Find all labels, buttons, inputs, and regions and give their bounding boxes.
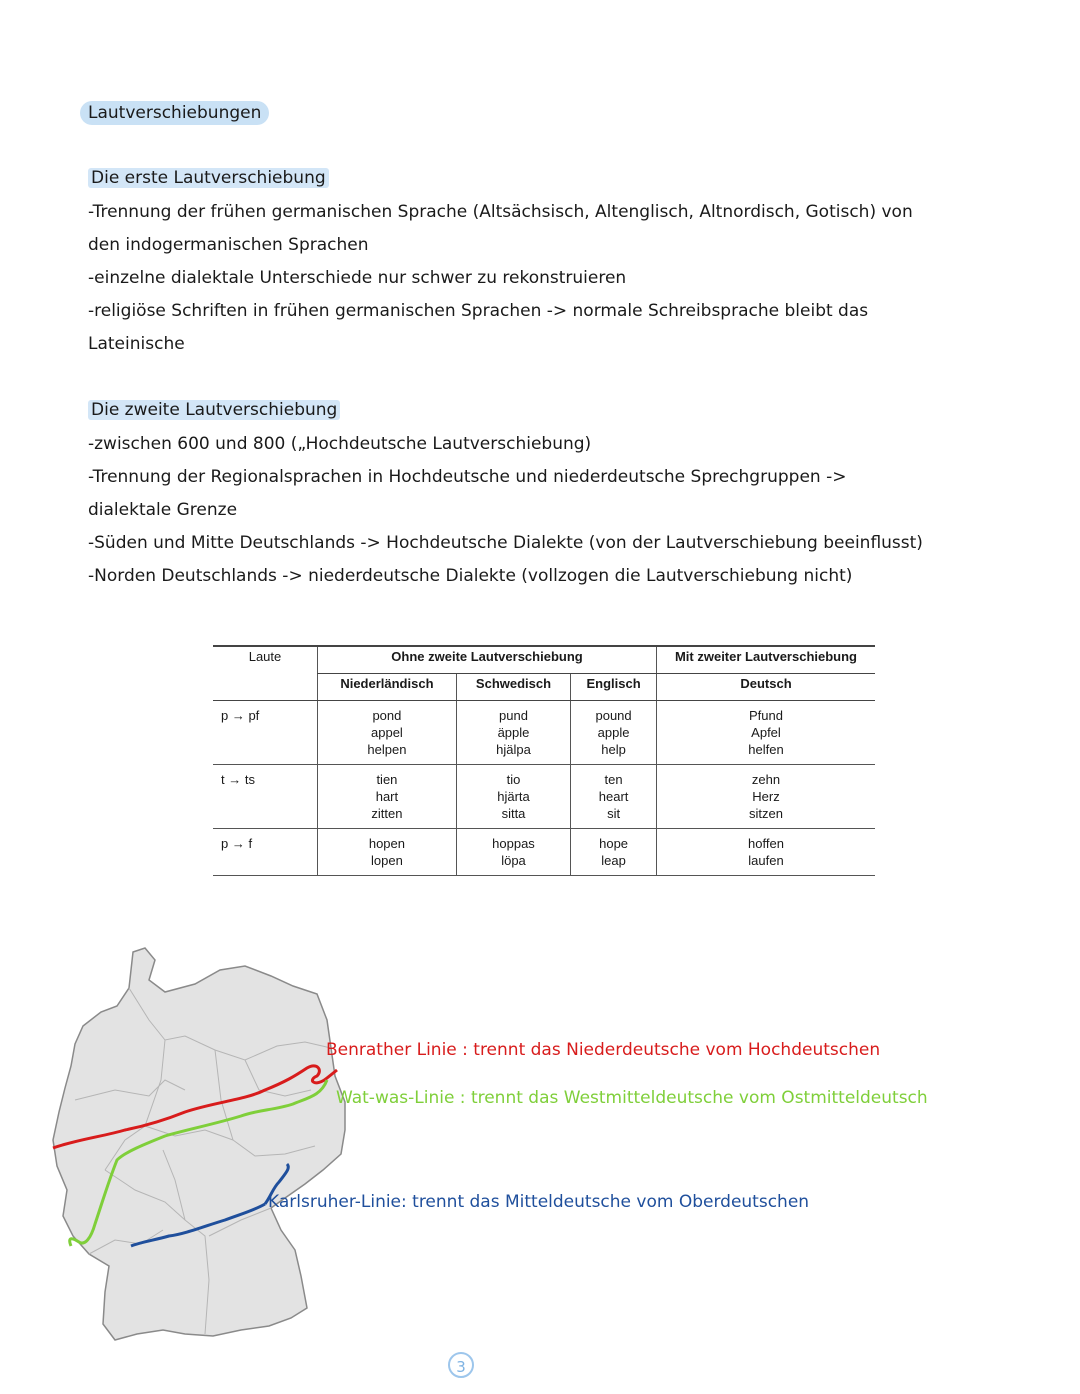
table-row bbox=[213, 701, 875, 765]
section2-line: -Süden und Mitte Deutschlands -> Hochdeutsche Dialekte (von der Lautverschiebung beeinflusst) bbox=[88, 533, 923, 553]
header-language: Englisch bbox=[571, 674, 657, 701]
header-group-with: Mit zweiter Lautverschiebung bbox=[657, 646, 876, 674]
word-cell: pund äpple hjälpa bbox=[456, 701, 570, 765]
word-cell: ten heart sit bbox=[571, 765, 657, 829]
section2-line: -Norden Deutschlands -> niederdeutsche Dialekte (vollzogen die Lautverschiebung nicht) bbox=[88, 566, 853, 586]
laut-cell: p → pf bbox=[213, 701, 318, 765]
section1-body bbox=[88, 196, 928, 361]
section2-line: -Trennung der Regionalsprachen in Hochdeutsche und niederdeutsche Sprechgruppen -> dialektale Grenze bbox=[88, 467, 847, 520]
word-cell: hoppas löpa bbox=[456, 829, 570, 876]
header-group-without: Ohne zweite Lautverschiebung bbox=[318, 646, 657, 674]
word-cell: tio hjärta sitta bbox=[456, 765, 570, 829]
germany-outline bbox=[53, 948, 345, 1340]
table-row bbox=[213, 765, 875, 829]
section2-body bbox=[88, 428, 928, 593]
word-cell: pond appel helpen bbox=[318, 701, 457, 765]
header-language: Schwedisch bbox=[456, 674, 570, 701]
sound-shift-table bbox=[213, 645, 875, 876]
section2-heading: Die zweite Lautverschiebung bbox=[88, 400, 340, 420]
section1-line: -Trennung der frühen germanischen Sprache (Altsächsisch, Altenglisch, Altnordisch, Gotisch) von den indogermanischen Sprachen bbox=[88, 202, 913, 255]
page-number: 3 bbox=[448, 1352, 474, 1378]
header-laute: Laute bbox=[213, 646, 318, 701]
section1-heading: Die erste Lautverschiebung bbox=[88, 168, 329, 188]
header-language: Deutsch bbox=[657, 674, 876, 701]
word-cell: pound apple help bbox=[571, 701, 657, 765]
section1-line: -religiöse Schriften in frühen germanischen Sprachen -> normale Schreibsprache bleibt das Lateinische bbox=[88, 301, 869, 354]
laut-cell: p → f bbox=[213, 829, 318, 876]
word-cell: hopen lopen bbox=[318, 829, 457, 876]
word-cell: zehn Herz sitzen bbox=[657, 765, 876, 829]
table-row bbox=[213, 829, 875, 876]
page-title: Lautverschiebungen bbox=[80, 101, 269, 125]
word-cell: hope leap bbox=[571, 829, 657, 876]
word-cell: tien hart zitten bbox=[318, 765, 457, 829]
section2-line: -zwischen 600 und 800 („Hochdeutsche Lautverschiebung) bbox=[88, 434, 592, 454]
word-cell: hoffen laufen bbox=[657, 829, 876, 876]
word-cell: Pfund Apfel helfen bbox=[657, 701, 876, 765]
header-language: Niederländisch bbox=[318, 674, 457, 701]
watwas-label: Wat-was-Linie : trennt das Westmitteldeutsche vom Ostmitteldeutsch bbox=[336, 1088, 928, 1108]
karlsruher-label: Karlsruher-Linie: trennt das Mitteldeutsche vom Oberdeutschen bbox=[268, 1192, 810, 1212]
laut-cell: t → ts bbox=[213, 765, 318, 829]
benrather-label: Benrather Linie : trennt das Niederdeutsche vom Hochdeutschen bbox=[326, 1040, 881, 1060]
germany-map bbox=[45, 940, 355, 1350]
section1-line: -einzelne dialektale Unterschiede nur schwer zu rekonstruieren bbox=[88, 268, 627, 288]
